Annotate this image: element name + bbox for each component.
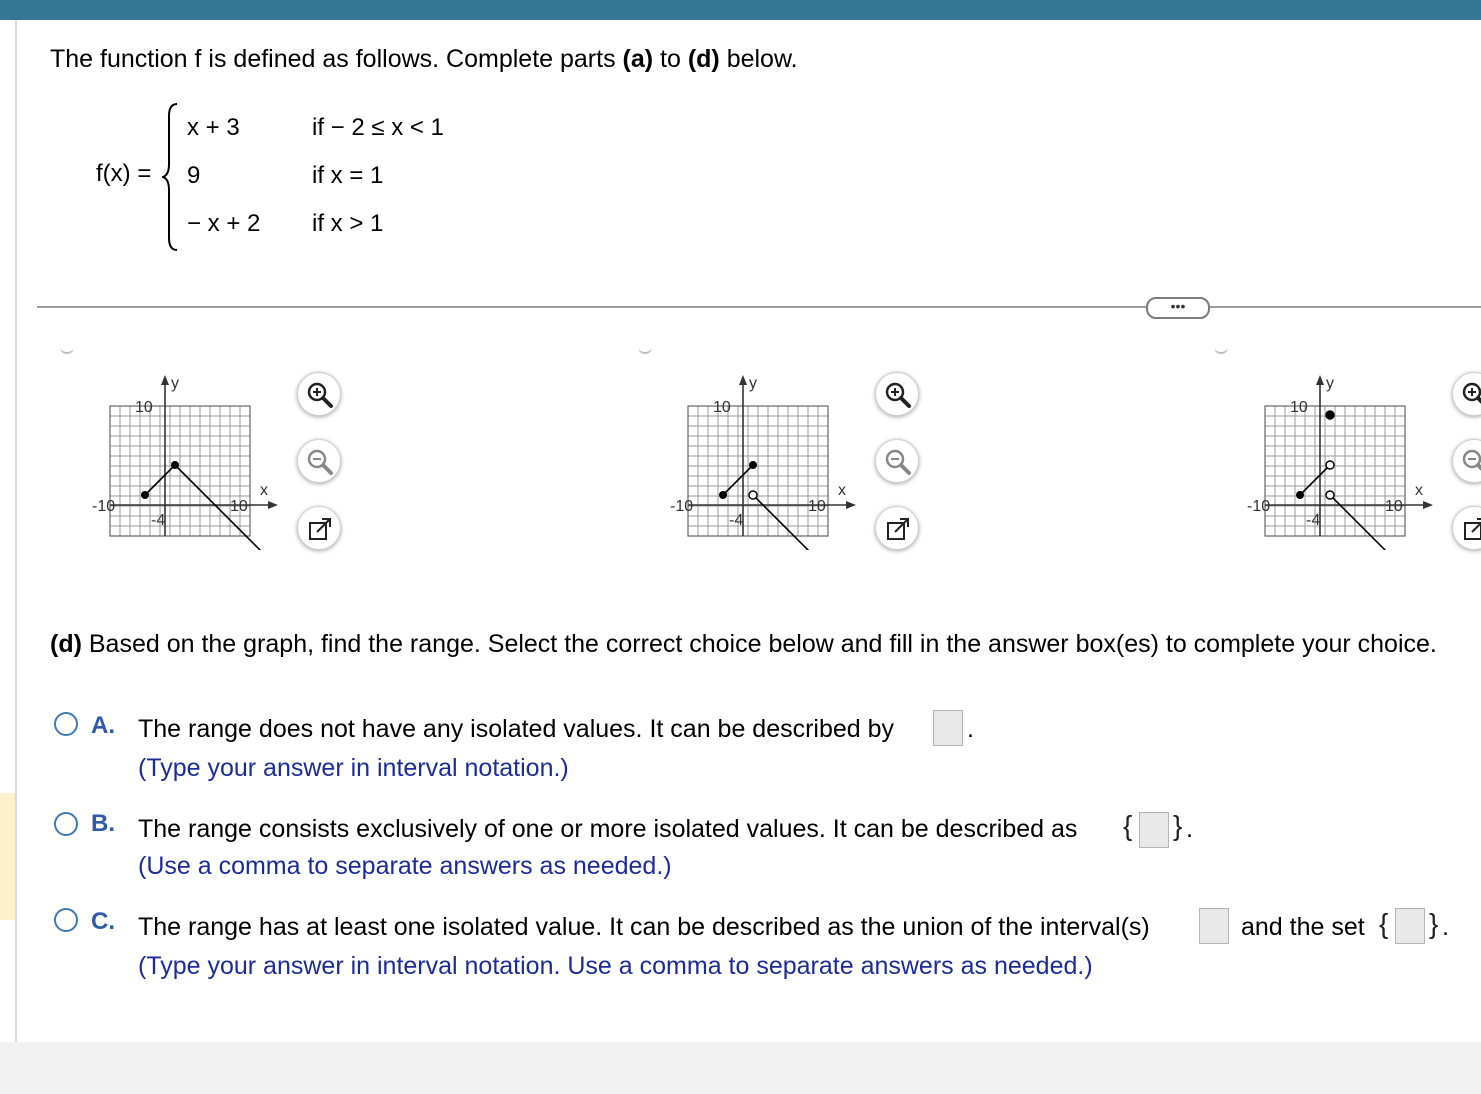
open-new-window-button[interactable] xyxy=(875,506,919,550)
option-a-period: . xyxy=(967,715,974,743)
zoom-in-button[interactable] xyxy=(297,372,341,416)
case-1-expression: x + 3 xyxy=(187,114,240,141)
graph-option-3[interactable] xyxy=(1243,370,1443,550)
option-a-hint: (Type your answer in interval notation.) xyxy=(138,754,569,782)
external-link-icon xyxy=(306,515,334,543)
graph-segment xyxy=(1330,495,1390,550)
case-2-condition: if x = 1 xyxy=(312,162,384,189)
graph-grid xyxy=(688,406,828,536)
tick-y-top: 10 xyxy=(713,399,731,416)
x-axis-label: x xyxy=(260,482,268,499)
option-b-radio[interactable] xyxy=(54,812,78,836)
tick-x-right: 10 xyxy=(808,498,826,515)
case-3-expression: − x + 2 xyxy=(187,210,261,237)
option-b-letter: B. xyxy=(91,810,115,837)
zoom-out-icon xyxy=(306,448,334,476)
option-a-text: The range does not have any isolated values. It can be described by xyxy=(138,715,895,743)
open-new-window-button[interactable] xyxy=(1452,506,1481,550)
tick-y-top: 10 xyxy=(1290,399,1308,416)
closed-dot xyxy=(719,491,727,499)
x-axis-arrow xyxy=(268,501,278,509)
function-label: f(x) = xyxy=(96,160,152,187)
option-c-mid-text: and the set xyxy=(1241,913,1365,941)
tick-y-bottom: -4 xyxy=(151,512,166,529)
x-axis-label: x xyxy=(1415,482,1423,499)
case-1-condition: if − 2 ≤ x < 1 xyxy=(312,114,444,141)
zoom-in-icon xyxy=(1461,381,1481,409)
x-axis-label: x xyxy=(838,482,846,499)
open-dot xyxy=(1326,461,1334,469)
graph-3-tools-clip xyxy=(1440,366,1481,566)
zoom-out-button[interactable] xyxy=(875,439,919,483)
question-d: (d) Based on the graph, find the range. Select the correct choice below and fill in the answer box(es) to complete your choice. xyxy=(50,630,1437,658)
tick-y-bottom: -4 xyxy=(729,512,744,529)
external-link-icon xyxy=(1461,515,1481,543)
tick-x-left: -10 xyxy=(670,498,694,515)
closed-dot xyxy=(1326,411,1334,419)
closed-dot xyxy=(141,491,149,499)
tick-y-top: 10 xyxy=(135,399,153,416)
option-c-letter: C. xyxy=(91,908,115,935)
open-dot xyxy=(1326,491,1334,499)
option-c-interval-box[interactable] xyxy=(1199,908,1229,944)
graph-segment xyxy=(753,495,813,550)
y-axis-label: y xyxy=(749,375,757,392)
left-rule xyxy=(15,20,17,1042)
option-b-text: The range consists exclusively of one or more isolated values. It can be described as xyxy=(138,815,1078,843)
set-close-brace: } xyxy=(1429,908,1439,939)
y-axis-label: y xyxy=(171,375,179,392)
x-axis-arrow xyxy=(846,501,856,509)
zoom-in-button[interactable] xyxy=(1452,372,1481,416)
option-a-letter: A. xyxy=(91,712,115,739)
case-3-condition: if x > 1 xyxy=(312,210,384,237)
option-b-answer-box[interactable] xyxy=(1139,812,1169,848)
zoom-out-button[interactable] xyxy=(297,439,341,483)
open-dot xyxy=(749,491,757,499)
intro-text: The function f is defined as follows. Complete parts (a) to (d) below. xyxy=(50,45,798,73)
graph-marks xyxy=(1296,411,1390,550)
closed-dot xyxy=(749,461,757,469)
set-open-brace: { xyxy=(1123,810,1133,841)
closed-dot xyxy=(171,461,179,469)
zoom-in-icon xyxy=(884,381,912,409)
top-bar xyxy=(0,0,1481,20)
tick-x-left: -10 xyxy=(1247,498,1271,515)
choice-arc-1 xyxy=(60,346,74,354)
zoom-out-icon xyxy=(884,448,912,476)
tick-x-left: -10 xyxy=(92,498,116,515)
option-c-set-box[interactable] xyxy=(1395,908,1425,944)
set-open-brace: { xyxy=(1379,908,1389,939)
case-2-expression: 9 xyxy=(187,162,201,189)
y-axis-label: y xyxy=(1326,375,1334,392)
tick-x-right: 10 xyxy=(1385,498,1403,515)
choice-arc-3 xyxy=(1214,346,1228,354)
graph-grid xyxy=(1265,406,1405,536)
zoom-out-button[interactable] xyxy=(1452,439,1481,483)
external-link-icon xyxy=(884,515,912,543)
graph-option-2[interactable] xyxy=(666,370,866,550)
open-new-window-button[interactable] xyxy=(297,506,341,550)
zoom-out-icon xyxy=(1461,448,1481,476)
piecewise-brace xyxy=(162,102,182,252)
option-b-hint: (Use a comma to separate answers as needed.) xyxy=(138,852,672,880)
zoom-in-button[interactable] xyxy=(875,372,919,416)
set-close-brace: } xyxy=(1173,810,1183,841)
tick-y-bottom: -4 xyxy=(1306,512,1321,529)
option-a-radio[interactable] xyxy=(54,712,78,736)
choice-arc-2 xyxy=(638,346,652,354)
y-axis-arrow xyxy=(739,375,747,385)
zoom-in-icon xyxy=(306,381,334,409)
more-options-button[interactable]: ••• xyxy=(1146,297,1210,319)
option-a-answer-box[interactable] xyxy=(933,710,963,746)
y-axis-arrow xyxy=(1316,375,1324,385)
option-b-period: . xyxy=(1186,815,1193,843)
y-axis-arrow xyxy=(161,375,169,385)
option-c-text: The range has at least one isolated value. It can be described as the union of the interval(s) xyxy=(138,913,1150,941)
graph-option-1[interactable] xyxy=(88,370,288,550)
closed-dot xyxy=(1296,491,1304,499)
option-c-hint: (Type your answer in interval notation. Use a comma to separate answers as needed.) xyxy=(138,952,1093,980)
bottom-bar xyxy=(0,1042,1481,1094)
x-axis-arrow xyxy=(1423,501,1433,509)
left-highlight-marker xyxy=(0,793,15,920)
section-divider xyxy=(37,306,1481,308)
option-c-period: . xyxy=(1442,913,1449,941)
tick-x-right: 10 xyxy=(230,498,248,515)
option-c-radio[interactable] xyxy=(54,908,78,932)
